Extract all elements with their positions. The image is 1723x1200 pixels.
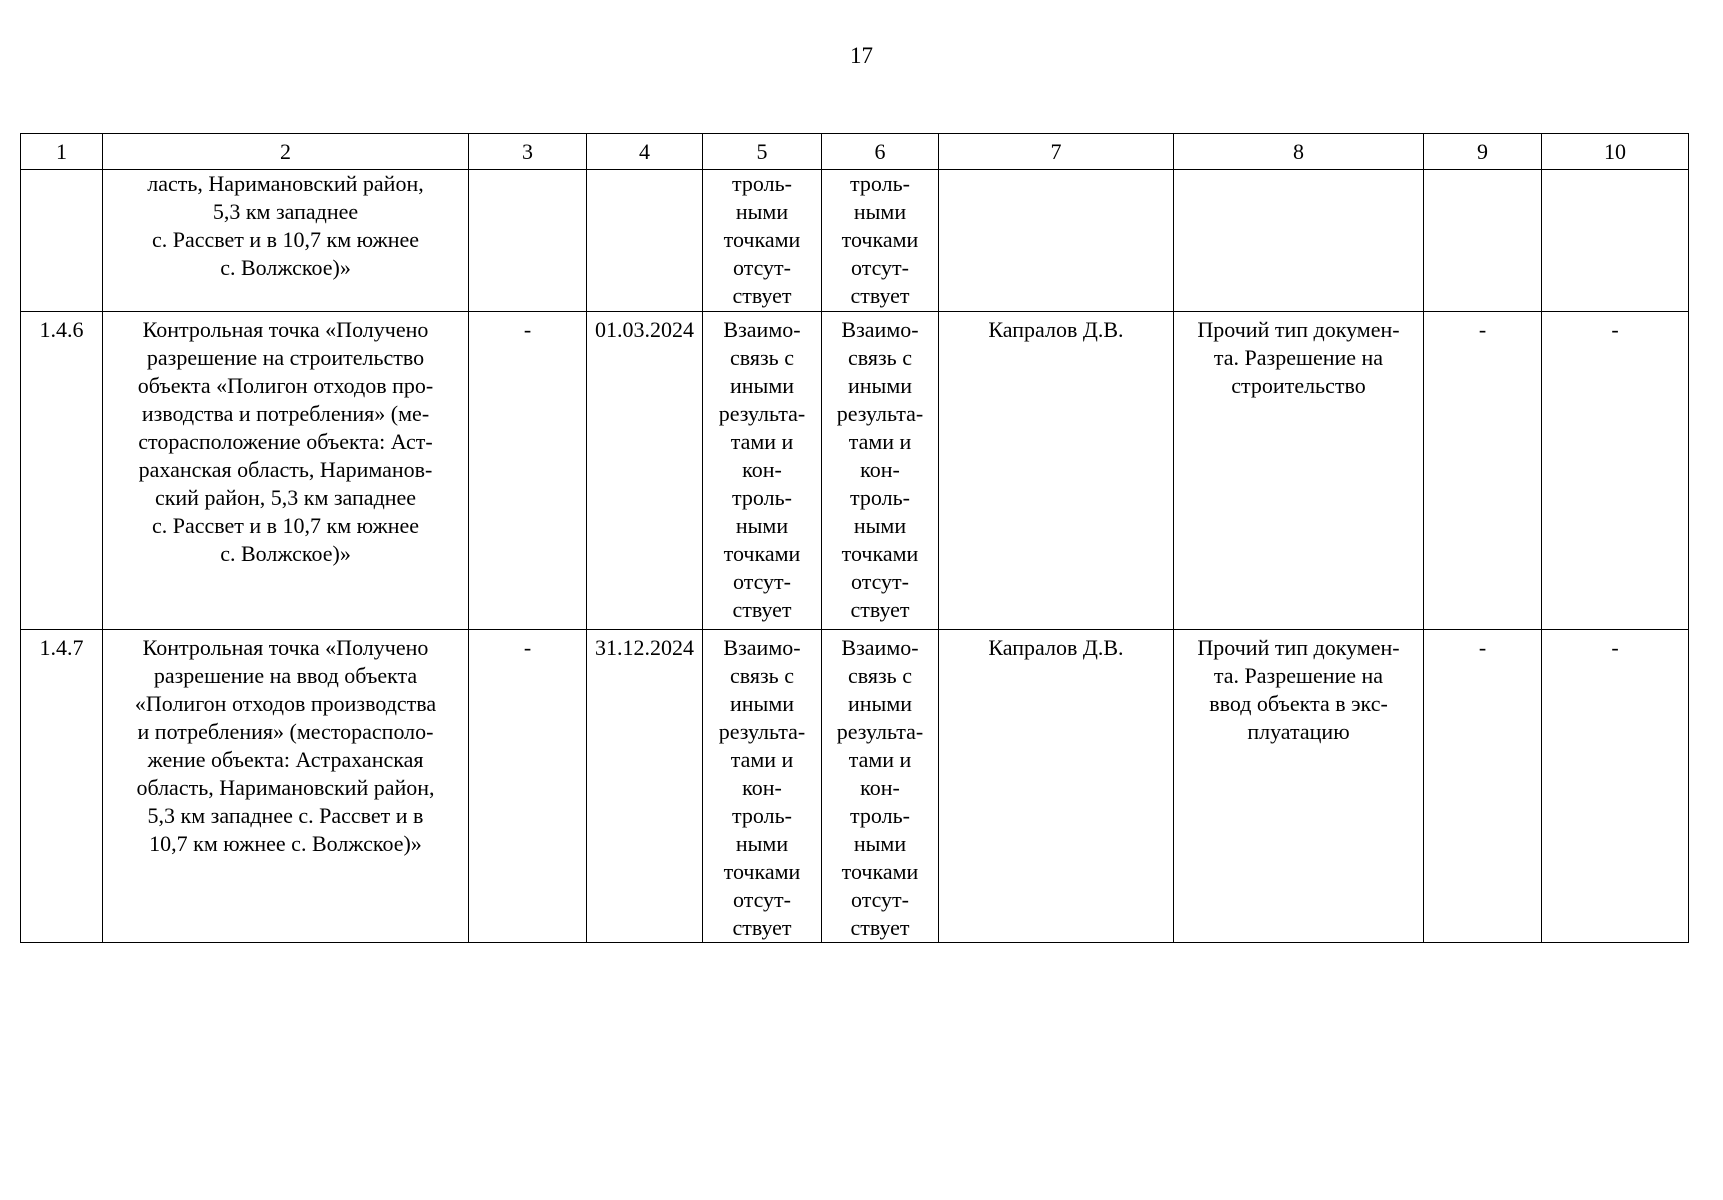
text-line: отсут- [850, 569, 909, 594]
cell-col9: - [1424, 630, 1542, 943]
text-line: отсут- [850, 887, 909, 912]
text-line: точками [723, 541, 801, 566]
header-cell-8: 8 [1174, 134, 1424, 170]
text-line: ными [735, 513, 789, 538]
text-line: 5,3 км западнее с. Рассвет и в [147, 803, 424, 828]
header-cell-3: 3 [469, 134, 587, 170]
cell-col5 [703, 630, 822, 943]
text-line: объекта «Полигон отходов про- [137, 373, 434, 398]
cell-col10 [1542, 170, 1689, 312]
cell-col6 [822, 630, 939, 943]
cell-col3: - [469, 312, 587, 630]
text-line: отсут- [732, 569, 791, 594]
table-row-continuation [21, 170, 1689, 312]
text-line: троль- [732, 803, 792, 828]
text-line: Взаимо- [841, 317, 919, 342]
text-line: сторасположение объекта: Аст- [138, 429, 433, 454]
text-line: ввод объекта в экс- [1209, 691, 1388, 716]
cell-col6 [822, 312, 939, 630]
text-line: Контрольная точка «Получено [142, 635, 429, 660]
cell-description [103, 630, 469, 943]
text-line: Взаимо- [841, 635, 919, 660]
text-line: строительство [1231, 373, 1366, 398]
cell-number: 1.4.7 [21, 630, 103, 943]
text-line: ными [853, 831, 907, 856]
cell-responsible: Капралов Д.В. [939, 312, 1174, 630]
text-line: с. Рассвет и в 10,7 км южнее [151, 227, 420, 252]
cell-responsible: Капралов Д.В. [939, 630, 1174, 943]
text-line: область, Наримановский район, [136, 775, 435, 800]
text-line: кон- [860, 457, 900, 482]
text-line: отсут- [732, 887, 791, 912]
cell-description [103, 170, 469, 312]
text-line: тами и [848, 747, 912, 772]
text-line: Контрольная точка «Получено [142, 317, 429, 342]
cell-col6 [822, 170, 939, 312]
text-line: результа- [718, 719, 806, 744]
data-table [20, 133, 1689, 943]
text-line: ствует [732, 283, 792, 308]
cell-number: 1.4.6 [21, 312, 103, 630]
page-number: 17 [850, 43, 873, 68]
text-line: тами и [730, 747, 794, 772]
text-line: жение объекта: Астраханская [147, 747, 424, 772]
text-line: точками [841, 227, 919, 252]
cell-col10: - [1542, 630, 1689, 943]
header-cell-2: 2 [103, 134, 469, 170]
text-line: кон- [742, 457, 782, 482]
text-line: связь с [730, 345, 794, 370]
text-line: результа- [718, 401, 806, 426]
text-line: 10,7 км южнее с. Волжское)» [149, 831, 422, 856]
text-line: троль- [732, 485, 792, 510]
cell-date: 31.12.2024 [587, 630, 703, 943]
cell-col9: - [1424, 312, 1542, 630]
text-line: отсут- [732, 255, 791, 280]
cell-date [587, 170, 703, 312]
text-line: раханская область, Нариманов- [138, 457, 433, 482]
cell-document-type [1174, 170, 1424, 312]
cell-col9 [1424, 170, 1542, 312]
text-line: тами и [730, 429, 794, 454]
text-line: ласть, Наримановский район, [147, 171, 424, 196]
cell-description [103, 312, 469, 630]
header-cell-5: 5 [703, 134, 822, 170]
text-line: троль- [850, 485, 910, 510]
text-line: с. Волжское)» [220, 541, 351, 566]
text-line: и потребления» (месторасполо- [137, 719, 434, 744]
text-line: троль- [732, 171, 792, 196]
text-line: кон- [860, 775, 900, 800]
text-line: Прочий тип докумен- [1197, 635, 1400, 660]
text-line: отсут- [850, 255, 909, 280]
header-cell-10: 10 [1542, 134, 1689, 170]
text-line: троль- [850, 171, 910, 196]
header-cell-6: 6 [822, 134, 939, 170]
text-line: 5,3 км западнее [212, 199, 359, 224]
cell-col5 [703, 312, 822, 630]
text-line: связь с [848, 345, 912, 370]
header-cell-9: 9 [1424, 134, 1542, 170]
text-line: ными [735, 831, 789, 856]
text-line: та. Разрешение на [1213, 663, 1384, 688]
text-line: точками [723, 227, 801, 252]
text-line: точками [841, 541, 919, 566]
text-line: та. Разрешение на [1213, 345, 1384, 370]
text-line: иными [847, 691, 913, 716]
cell-document-type [1174, 630, 1424, 943]
text-line: Взаимо- [723, 635, 801, 660]
text-line: ствует [732, 915, 792, 940]
text-line: ствует [850, 283, 910, 308]
text-line: связь с [730, 663, 794, 688]
text-line: Взаимо- [723, 317, 801, 342]
header-cell-4: 4 [587, 134, 703, 170]
text-line: Прочий тип докумен- [1197, 317, 1400, 342]
table-row [21, 312, 1689, 630]
cell-col10: - [1542, 312, 1689, 630]
text-line: ными [853, 513, 907, 538]
text-line: изводства и потребления» (ме- [141, 401, 430, 426]
text-line: точками [723, 859, 801, 884]
cell-date: 01.03.2024 [587, 312, 703, 630]
header-cell-1: 1 [21, 134, 103, 170]
text-line: иными [729, 373, 795, 398]
text-line: ными [735, 199, 789, 224]
text-line: ствует [850, 597, 910, 622]
text-line: связь с [848, 663, 912, 688]
text-line: с. Рассвет и в 10,7 км южнее [151, 513, 420, 538]
text-line: «Полигон отходов производства [134, 691, 437, 716]
text-line: разрешение на строительство [146, 345, 425, 370]
text-line: результа- [836, 719, 924, 744]
text-line: с. Волжское)» [220, 255, 351, 280]
table-row [21, 630, 1689, 943]
text-line: ными [853, 199, 907, 224]
text-line: иными [729, 691, 795, 716]
cell-number [21, 170, 103, 312]
cell-document-type [1174, 312, 1424, 630]
header-row [21, 134, 1689, 170]
cell-col3 [469, 170, 587, 312]
text-line: ский район, 5,3 км западнее [154, 485, 417, 510]
text-line: тами и [848, 429, 912, 454]
text-line: разрешение на ввод объекта [153, 663, 418, 688]
text-line: ствует [850, 915, 910, 940]
text-line: кон- [742, 775, 782, 800]
text-line: ствует [732, 597, 792, 622]
text-line: точками [841, 859, 919, 884]
cell-col5 [703, 170, 822, 312]
text-line: плуатацию [1247, 719, 1350, 744]
cell-responsible [939, 170, 1174, 312]
cell-col3: - [469, 630, 587, 943]
header-cell-7: 7 [939, 134, 1174, 170]
text-line: результа- [836, 401, 924, 426]
text-line: иными [847, 373, 913, 398]
text-line: троль- [850, 803, 910, 828]
